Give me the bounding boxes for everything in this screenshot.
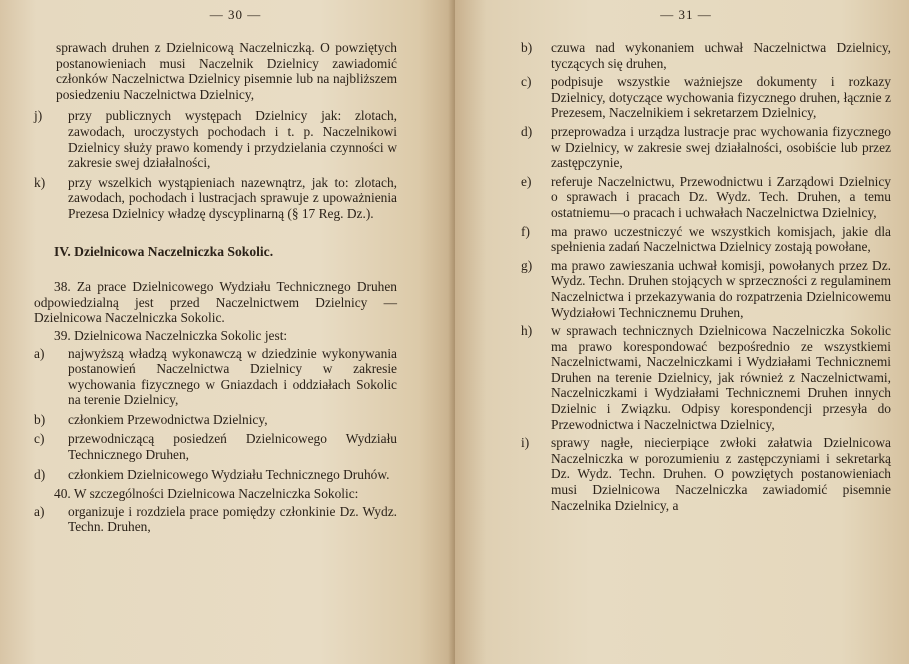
list-item [34,504,397,535]
list-item-text: ma prawo zawieszania uchwał komisji, powołanych przez Dz. Wydz. Techn. Druhen stojących w sprzeczności z regulaminem Naczelnictwa i przekazywania do rozpatrzenia Dzielnicowemu Wydziałowi Technicznemu Druhen, [551,257,891,320]
section-heading: IV. Dzielnicowa Naczelniczka Sokolic. [54,243,274,259]
list-item-label: b) [521,40,533,55]
list-item [521,223,891,255]
list-item [521,173,891,221]
list-item-text: przy wszelkich wystąpieniach nazewnątrz, jak to: zlotach, zawodach, pochodach i lustracjach sprawuje z upoważnienia Prezesa Dzielnicy władzę dyscyplinarną (§ 17 Reg. Dz.). [68,174,397,221]
list-item [34,346,397,408]
list-item-label: b) [34,411,46,427]
list-item [34,467,397,483]
list-item-text: członkiem Dzielnicowego Wydziału Technicznego Druhów. [68,466,390,482]
list-item-text: ma prawo uczestniczyć we wszystkich komisjach, jakie dla spełnienia zadań Naczelnictwa Dzielnicy zostają powołane, [551,223,891,255]
list-item-text: w sprawach technicznych Dzielnicowa Naczelniczka Sokolic ma prawo korespondować bezpośrednio ze wszystkiemi Naczelnictwami, Naczelniczkami i Wydziałami Technicznemi Druhen na terenie Dzielnicy, jak również z Naczelnictwami, Naczelniczkami i Wydziałami Technicznemi Druhen innych Dzielnic i Związku. Odpisy korespondencji przesyła do Przewodnictwa i Naczelnictwa Dzielnicy, [551,323,891,432]
list-item-label: d) [34,466,46,482]
list-item-label: f) [521,223,530,239]
list-item-text: przy publicznych występach Dzielnicy jak: zlotach, zawodach, uroczystych pochodach i t. p. Naczelnikowi Dzielnicy służy prawo komendy i przydzielania czynności w zakresie swej działalności, [68,108,397,171]
list-item [521,40,891,71]
list-item-text: podpisuje wszystkie ważniejsze dokumenty i rozkazy Dzielnicy, dotyczące wychowania fizycznego druhen, łącznie z Prezesem, Naczelnikiem i sekretarzem Dzielnicy, [551,74,891,121]
paragraph-40: 40. W szczególności Dzielnicowa Naczelniczka Sokolic: [54,486,359,502]
list-item-label: j) [34,108,43,124]
page-number-right: — 31 — [660,7,712,22]
list-item-label: g) [521,257,533,273]
list-item [521,435,891,513]
list-item [34,431,397,462]
continuation-text: sprawach druhen z Dzielnicową Naczelniczką. O powziętych postanowieniach musi Naczelnik Dzielnicy zawiadomić członków Naczelnictwa Dzielnicy pisemnie lub na najbliższem posiedzeniu Naczelnictwa Dzielnicy, [56,40,397,102]
list-item-text: czuwa nad wykonaniem uchwał Naczelnictwa Dzielnicy, tyczących się druhen, [551,40,891,71]
list-item-label: c) [521,74,532,90]
list-item-label: h) [521,323,533,339]
list-item-label: a) [34,345,45,361]
list-item-text: przeprowadza i urządza lustracje prac wychowania fizycznego w Dzielnicy, w zakresie swej działalności, osobiście lub przez zastępczynie, [551,123,891,171]
list-item-text: najwyższą władzą wykonawczą w dziedzinie wykonywania postanowień Naczelnictwa Dzielnicy w zakresie wychowania fizycznego w Gniazdach i oddziałach Sokolic na terenie Dzielnicy, [68,345,397,408]
list-item-text: organizuje i rozdziela prace pomiędzy członkinie Dz. Wydz. Techn. Druhen, [68,503,397,535]
list-item [521,257,891,320]
list-item [34,412,397,428]
list-item [521,323,891,432]
list-item-label: e) [521,173,532,189]
list-item-label: c) [34,431,45,447]
list-item-label: i) [521,435,530,451]
list-item [521,123,891,171]
list-item-text: członkiem Przewodnictwa Dzielnicy, [68,411,268,427]
paragraph-39: 39. Dzielnicowa Naczelniczka Sokolic jest: [54,327,288,343]
page-number-left: — 30 — [209,7,262,22]
list-item [34,108,397,170]
list-item [521,74,891,121]
list-item-text: przewodniczącą posiedzeń Dzielnicowego Wydziału Technicznego Druhen, [68,431,397,463]
list-item-label: k) [34,174,46,190]
list-item-label: d) [521,123,533,139]
right-page [455,0,909,664]
list-item [34,175,397,222]
list-item-text: sprawy nagłe, niecierpiące zwłoki załatwia Dzielnicowa Naczelniczka w porozumieniu z zastępczyniami i sekretarką Dz. Wydz. Techn. Druhen. O powziętych postanowieniach musi Dzielnicowa Naczelniczka zawiadomić pisemnie Naczelnika Dzielnicy, a [551,435,891,513]
list-item-text: referuje Naczelnictwu, Przewodnictwu i Zarządowi Dzielnicy o sprawach i pracach Dz. Wydz. Tech. Druhen, a temu ostatniemu—o pracach i uchwałach Naczelnictwa Dzielnicy, [551,173,891,220]
paragraph-38: 38. Za prace Dzielnicowego Wydziału Technicznego Druhen odpowiedzialną jest przed Naczelnictwem Dzielnicy — Dzielnicowa Naczelniczka Sokolic. [34,279,397,326]
list-item-label: a) [34,503,45,519]
